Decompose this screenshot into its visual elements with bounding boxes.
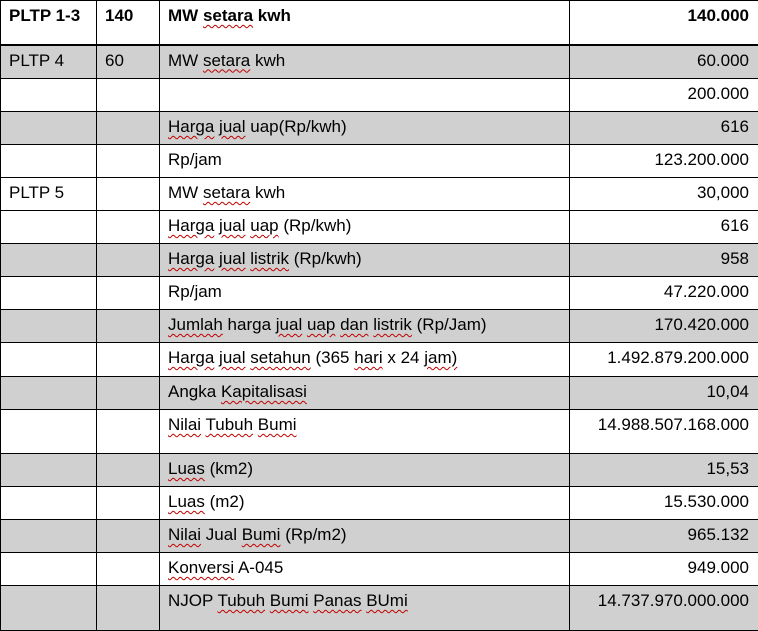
description-cell — [160, 520, 570, 553]
plant-cell: PLTP 5 — [1, 178, 97, 211]
description-cell — [160, 343, 570, 377]
plant-cell — [1, 487, 97, 520]
plant-cell — [1, 343, 97, 377]
table-row — [1, 586, 758, 631]
description-cell — [160, 145, 570, 178]
description-text: Konversi A-045 — [168, 558, 283, 577]
capacity-cell — [97, 211, 160, 244]
table-row — [1, 178, 758, 211]
plant-cell — [1, 79, 97, 112]
plant-cell — [1, 586, 97, 631]
capacity-cell — [97, 410, 160, 454]
description-text: Jumlah harga jual uap dan listrik (Rp/Jam) — [168, 315, 487, 334]
capacity-cell — [97, 112, 160, 145]
capacity-cell — [97, 553, 160, 586]
description-cell — [160, 586, 570, 631]
description-text: Luas (m2) — [168, 492, 245, 511]
value-cell: 14.988.507.168.000 — [570, 410, 758, 454]
description-cell — [160, 178, 570, 211]
plant-cell — [1, 112, 97, 145]
description-text: Rp/jam — [168, 282, 222, 301]
description-text: Harga jual setahun (365 hari x 24 jam) — [168, 348, 457, 367]
description-cell — [160, 244, 570, 277]
value-cell: 616 — [570, 112, 758, 145]
plant-cell — [1, 454, 97, 487]
value-cell: 1.492.879.200.000 — [570, 343, 758, 377]
value-cell: 10,04 — [570, 377, 758, 410]
table-row — [1, 244, 758, 277]
value-cell: 958 — [570, 244, 758, 277]
value-cell: 14.737.970.000.000 — [570, 586, 758, 631]
value-cell: 60.000 — [570, 45, 758, 79]
description-text: Rp/jam — [168, 150, 222, 169]
capacity-cell — [97, 377, 160, 410]
capacity-cell — [97, 487, 160, 520]
plant-cell — [1, 377, 97, 410]
description-cell — [160, 377, 570, 410]
value-cell: 15,53 — [570, 454, 758, 487]
plant-cell — [1, 145, 97, 178]
capacity-cell: 60 — [97, 45, 160, 79]
table-row — [1, 310, 758, 343]
description-cell — [160, 410, 570, 454]
description-cell — [160, 211, 570, 244]
table-row — [1, 277, 758, 310]
table-row — [1, 454, 758, 487]
capacity-cell — [97, 244, 160, 277]
description-cell — [160, 553, 570, 586]
table-row — [1, 112, 758, 145]
description-text: Harga jual listrik (Rp/kwh) — [168, 249, 362, 268]
table-row — [1, 1, 758, 45]
table-row — [1, 377, 758, 410]
plant-cell — [1, 410, 97, 454]
description-cell — [160, 45, 570, 79]
value-cell: 965.132 — [570, 520, 758, 553]
description-cell — [160, 454, 570, 487]
capacity-cell — [97, 79, 160, 112]
plant-cell — [1, 211, 97, 244]
plant-cell — [1, 244, 97, 277]
plant-cell: PLTP 4 — [1, 45, 97, 79]
capacity-cell — [97, 277, 160, 310]
capacity-cell — [97, 586, 160, 631]
capacity-cell — [97, 178, 160, 211]
plant-cell — [1, 553, 97, 586]
value-cell: 170.420.000 — [570, 310, 758, 343]
table-row — [1, 520, 758, 553]
value-cell: 123.200.000 — [570, 145, 758, 178]
capacity-cell — [97, 343, 160, 377]
capacity-cell — [97, 454, 160, 487]
table-row — [1, 45, 758, 79]
table-row — [1, 410, 758, 454]
description-text: NJOP Tubuh Bumi Panas BUmi — [168, 591, 408, 610]
description-text: MW setara kwh — [168, 51, 285, 70]
description-text: Angka Kapitalisasi — [168, 382, 307, 401]
table-row — [1, 343, 758, 377]
description-cell — [160, 79, 570, 112]
value-cell: 15.530.000 — [570, 487, 758, 520]
table-row — [1, 487, 758, 520]
description-text: Harga jual uap(Rp/kwh) — [168, 117, 347, 136]
description-cell — [160, 277, 570, 310]
description-text: Nilai Tubuh Bumi — [168, 415, 297, 434]
plant-cell — [1, 310, 97, 343]
value-cell: 200.000 — [570, 79, 758, 112]
capacity-cell — [97, 145, 160, 178]
capacity-cell: 140 — [97, 1, 160, 45]
value-cell: 47.220.000 — [570, 277, 758, 310]
table-row — [1, 79, 758, 112]
table-row — [1, 145, 758, 178]
description-cell — [160, 487, 570, 520]
description-text: Nilai Jual Bumi (Rp/m2) — [168, 525, 347, 544]
value-cell: 616 — [570, 211, 758, 244]
plant-cell — [1, 277, 97, 310]
table-row — [1, 211, 758, 244]
description-text: Harga jual uap (Rp/kwh) — [168, 216, 351, 235]
value-cell: 30,000 — [570, 178, 758, 211]
description-cell — [160, 112, 570, 145]
plant-cell: PLTP 1-3 — [1, 1, 97, 45]
table-row — [1, 553, 758, 586]
value-cell: 949.000 — [570, 553, 758, 586]
description-text: MW setara kwh — [168, 183, 285, 202]
description-cell — [160, 1, 570, 45]
description-cell — [160, 310, 570, 343]
capacity-cell — [97, 520, 160, 553]
value-cell: 140.000 — [570, 1, 758, 45]
plant-cell — [1, 520, 97, 553]
description-text: MW setara kwh — [168, 6, 291, 25]
description-text: Luas (km2) — [168, 459, 253, 478]
capacity-cell — [97, 310, 160, 343]
